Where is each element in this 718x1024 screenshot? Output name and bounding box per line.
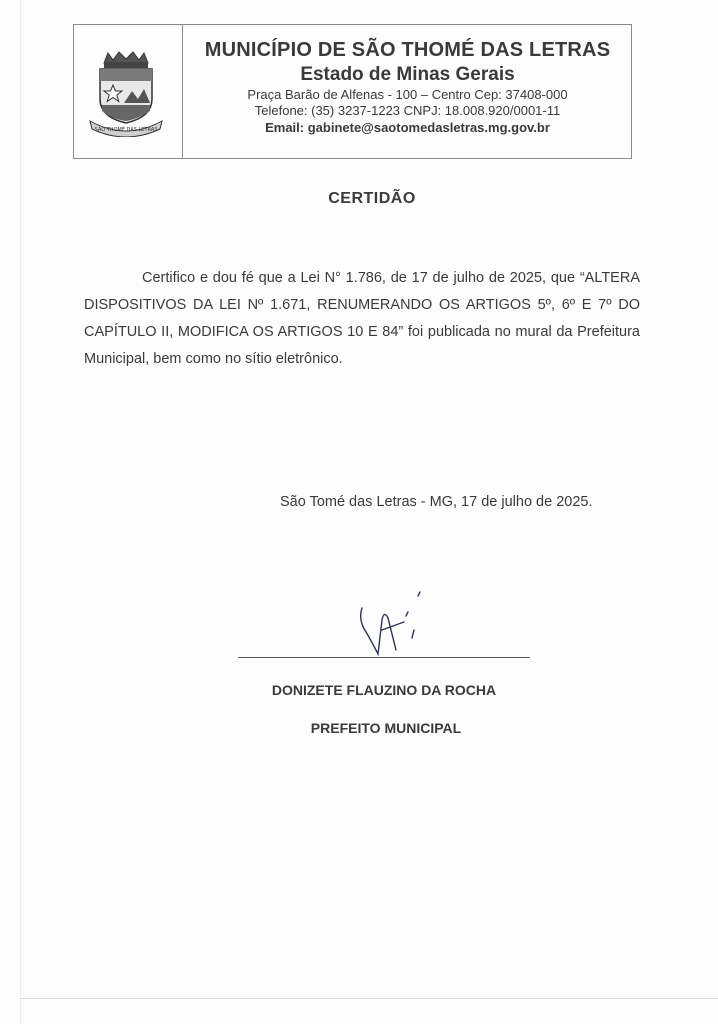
municipality-name: MUNICÍPIO DE SÃO THOMÉ DAS LETRAS [204, 39, 611, 61]
phone-cnpj: Telefone: (35) 3237-1223 CNPJ: 18.008.920/0001-11 [254, 103, 561, 118]
document-title: CERTIDÃO [328, 190, 416, 207]
letterhead-divider [182, 25, 183, 158]
place-date: São Tomé das Letras - MG, 17 de julho de 2025. [280, 494, 593, 510]
signer-role: PREFEITO MUNICIPAL [310, 720, 462, 736]
certificate-body: Certifico e dou fé que a Lei N° 1.786, de 17 de julho de 2025, que “ALTERA DISPOSITIVOS DA LEI Nº 1.671, RENUMERANDO OS ARTIGOS 5º, 6º E 7º DO CAPÍTULO II, MODIFICA OS ARTIGOS 10 E 84” foi publicada no mural da Prefeitura Municipal, bem como no sítio eletrônico. [84, 270, 640, 367]
scan-edge-bottom [20, 998, 718, 999]
signer-name: DONIZETE FLAUZINO DA ROCHA [271, 682, 497, 698]
signature-line [238, 657, 530, 658]
email: Email: gabinete@saotomedasletras.mg.gov.br [265, 120, 550, 135]
scan-edge-left [20, 0, 21, 1024]
letterhead [73, 24, 632, 159]
svg-text:SÃO THOMÉ DAS LETRAS: SÃO THOMÉ DAS LETRAS [94, 127, 158, 133]
state-name: Estado de Minas Gerais [300, 64, 515, 85]
address: Praça Barão de Alfenas - 100 – Centro Cep: 37408-000 [247, 87, 568, 102]
handwritten-signature-icon [348, 590, 428, 660]
letterhead-text [184, 37, 631, 136]
coat-of-arms-icon [86, 51, 166, 137]
